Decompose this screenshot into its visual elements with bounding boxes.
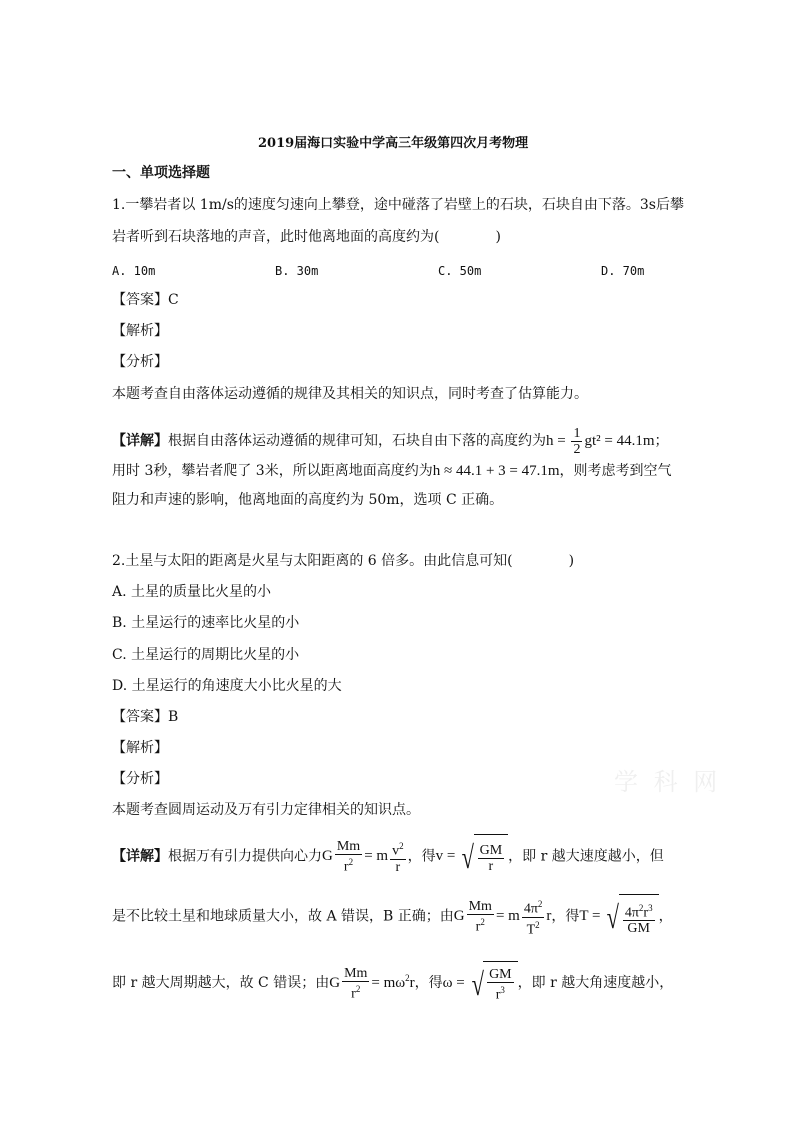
q2-analysis-label: 【解析】 bbox=[112, 740, 168, 756]
q1-detail-line2 bbox=[112, 462, 672, 480]
q1-option-c: C. 50m bbox=[438, 264, 482, 278]
q1-formula-h-post: gt² = 44.1m bbox=[584, 433, 655, 449]
q2-eq-omega: ω = √ $\frac{GM}{r^3}$ bbox=[443, 975, 518, 991]
q1-fenxi-text: 本题考查自由落体运动遵循的规律及其相关的知识点，同时考查了估算能力。 bbox=[112, 386, 588, 402]
q1-formula-sum: h ≈ 44.1 + 3 = 47.1m bbox=[432, 463, 560, 479]
q2-option-c: C. 土星运行的周期比火星的小 bbox=[112, 647, 300, 663]
q2-fenxi-text: 本题考查圆周运动及万有引力定律相关的知识点。 bbox=[112, 802, 420, 818]
q2-detail-line2 bbox=[112, 894, 673, 940]
q1-stem-line2: 岩者听到石块落地的声音，此时他离地面的高度约为( ) bbox=[112, 229, 501, 245]
q1-fenxi-label: 【分析】 bbox=[112, 354, 168, 370]
q2-stem: 2.土星与太阳的距离是火星与太阳距离的 6 倍多。由此信息可知( ) bbox=[112, 553, 575, 569]
q2-eq3: G $\frac{Mm}{r^2}$ = $m\omega^2r$ bbox=[329, 965, 415, 1002]
q2-detail-text3c: ，即 r 越大角速度越小， bbox=[517, 975, 674, 991]
q2-detail-text2a: 是不比较土星和地球质量大小，故 A 错误，B 正确；由 bbox=[112, 908, 454, 925]
q1-option-a: A. 10m bbox=[112, 264, 156, 278]
q1-detail-text1: 根据自由落体运动遵循的规律可知，石块自由下落的高度约为 bbox=[168, 433, 546, 449]
document-title: 2019届海口实验中学高三年级第四次月考物理 bbox=[258, 136, 529, 151]
q1-option-d: D. 70m bbox=[601, 264, 645, 278]
q2-option-d: D. 土星运行的角速度大小比火星的大 bbox=[112, 678, 342, 694]
q1-detail-line1 bbox=[112, 421, 669, 461]
q2-detail-text2b: ，得 bbox=[551, 908, 580, 925]
q2-detail-text2c: ， bbox=[658, 908, 673, 925]
q2-detail-text3a: 即 r 越大周期越大，故 C 错误；由 bbox=[112, 975, 330, 991]
q2-detail-text3b: ，得 bbox=[414, 975, 443, 991]
q2-option-a: A. 土星的质量比火星的小 bbox=[112, 584, 272, 600]
fraction-denominator: 2 bbox=[573, 441, 581, 457]
q2-eq1: G $\frac{Mm}{r^2}$ = m $\frac{v^2}{r}$ bbox=[322, 839, 404, 875]
section-heading: 一、单项选择题 bbox=[112, 165, 210, 181]
q2-detail-text1c: ，即 r 越大速度越小，但 bbox=[508, 848, 664, 865]
q1-answer: 【答案】C bbox=[112, 292, 179, 308]
q2-detail-line1 bbox=[112, 834, 664, 880]
fraction-numerator: 1 bbox=[573, 425, 581, 441]
q2-option-b: B. 土星运行的速率比火星的小 bbox=[112, 615, 300, 631]
q1-fraction-half bbox=[571, 426, 582, 457]
q2-eq-t: T = √ $\frac{4\pi^2r^3}{GM}$ bbox=[579, 908, 658, 924]
q2-detail-line3 bbox=[112, 956, 673, 1007]
q2-detail-text1b: ，得 bbox=[407, 848, 436, 865]
q1-detail-text1-end: ； bbox=[654, 433, 669, 449]
q1-detail-text2-end: ，则考虑考到空气 bbox=[559, 463, 672, 479]
q2-detail-label: 【详解】 bbox=[112, 848, 168, 865]
q1-detail-label: 【详解】 bbox=[112, 433, 168, 449]
q2-answer: 【答案】B bbox=[112, 709, 179, 725]
q1-detail-text2: 用时 3秒，攀岩者爬了 3米，所以距离地面高度约为 bbox=[112, 463, 433, 479]
q1-option-b: B. 30m bbox=[275, 264, 319, 278]
q1-analysis-label: 【解析】 bbox=[112, 323, 168, 339]
q2-eq2: G $\frac{Mm}{r^2}$ = m $\frac{4\pi^2}{T^2}$ r bbox=[453, 898, 552, 938]
watermark: 学 科 网 bbox=[614, 768, 722, 796]
q2-eq-v: v = √ $\frac{GM}{r}$ bbox=[436, 848, 509, 864]
q1-stem-line1: 1.一攀岩者以 1m/s的速度匀速向上攀登，途中碰落了岩壁上的石块，石块自由下落。3s后攀 bbox=[112, 197, 684, 213]
q1-detail-line3: 阻力和声速的影响，他离地面的高度约为 50m，选项 C 正确。 bbox=[112, 492, 504, 508]
q2-fenxi-label: 【分析】 bbox=[112, 771, 168, 787]
q1-formula-h-pre: h = bbox=[546, 433, 570, 449]
q2-detail-text1a: 根据万有引力提供向心力 bbox=[168, 848, 322, 865]
